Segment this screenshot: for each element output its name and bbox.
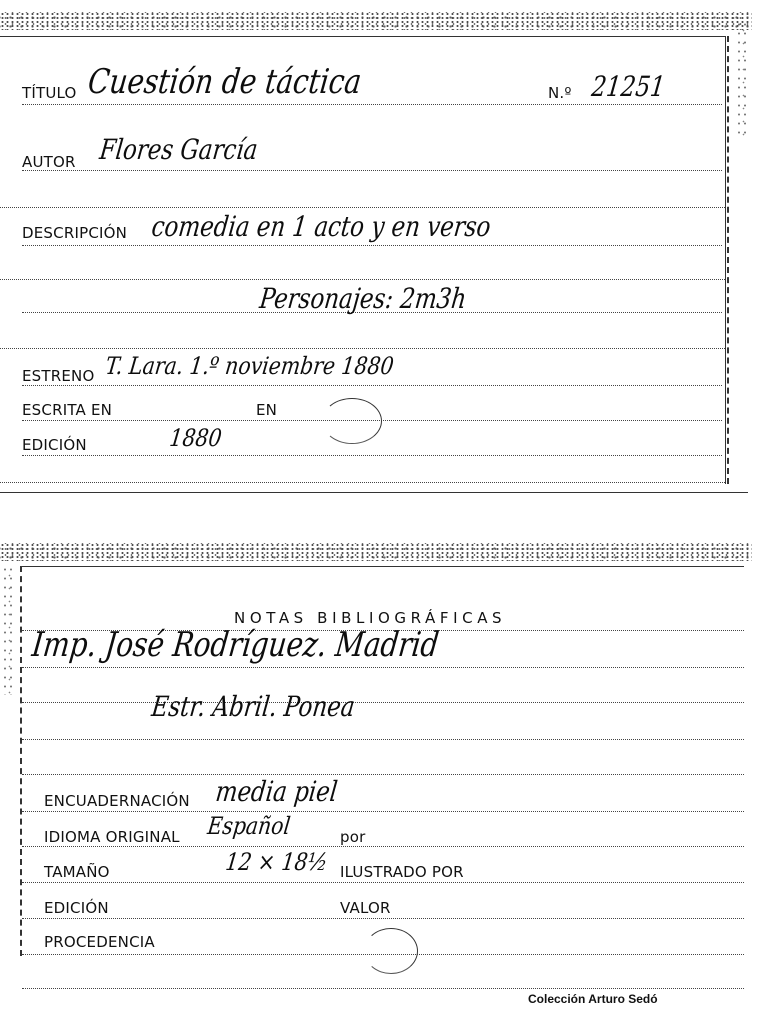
descripcion-label: DESCRIPCIÓN [22, 224, 128, 242]
ruled-line [22, 455, 722, 456]
en-label: EN [256, 401, 278, 419]
collection-credit: Colección Arturo Sedó [528, 992, 658, 1006]
ruled-line [22, 846, 744, 847]
card-edge-texture [736, 20, 748, 140]
ruled-line [22, 988, 744, 989]
ruled-line [22, 104, 722, 105]
ruled-line [22, 667, 744, 668]
card-edge-texture [2, 565, 14, 695]
personajes-value: Personajes: 2m3h [258, 282, 469, 315]
edicion-label: EDICIÓN [22, 436, 87, 454]
ruled-line [22, 774, 744, 775]
por-label: por [340, 828, 366, 846]
autor-label: AUTOR [22, 153, 76, 171]
titulo-value: Cuestión de táctica [86, 62, 364, 102]
ruled-line [22, 170, 722, 171]
ruled-line [22, 918, 744, 919]
card-edge-texture [0, 543, 752, 561]
encuadernacion-label: ENCUADERNACIÓN [44, 792, 190, 810]
ruled-line [22, 739, 744, 740]
ruled-line [0, 207, 725, 208]
ruled-line [22, 702, 744, 703]
ruled-line [0, 279, 725, 280]
edicion-value: 1880 [168, 424, 224, 452]
titulo-label: TÍTULO [22, 84, 77, 102]
procedencia-label: PROCEDENCIA [44, 933, 155, 951]
ruled-line [22, 245, 722, 246]
card-top-border [22, 566, 744, 567]
ruled-line [0, 348, 725, 349]
estreno-value: T. Lara. 1.º noviembre 1880 [104, 352, 396, 380]
ruled-line [0, 482, 725, 483]
ilustrado-label: ILUSTRADO POR [340, 863, 464, 881]
notes-title: NOTAS BIBLIOGRÁFICAS [234, 609, 507, 627]
autor-value: Flores García [98, 133, 260, 166]
numero-value: 21251 [590, 70, 667, 103]
punch-hole [364, 928, 418, 974]
card-right-border [727, 36, 729, 484]
valor-label: VALOR [340, 899, 391, 917]
note-line-1: Imp. José Rodríguez. Madrid [30, 625, 441, 665]
escrita-en-label: ESCRITA EN [22, 401, 113, 419]
card-right-border [725, 36, 726, 484]
descripcion-value: comedia en 1 acto y en verso [150, 210, 493, 243]
card-left-border [20, 566, 22, 956]
edicion-label-2: EDICIÓN [44, 899, 109, 917]
idioma-label: IDIOMA ORIGINAL [44, 828, 180, 846]
card-top-border [0, 36, 725, 37]
tamano-label: TAMAÑO [44, 863, 110, 881]
ruled-line [22, 811, 744, 812]
encuadernacion-value: media piel [214, 775, 340, 808]
ruled-line [22, 385, 722, 386]
punch-hole [322, 398, 382, 444]
idioma-value: Español [206, 812, 292, 840]
ruled-line [22, 882, 744, 883]
note-line-2: Estr. Abril. Ponea [150, 690, 357, 723]
card-bottom-border [0, 492, 748, 493]
card-edge-texture [0, 12, 752, 30]
numero-label: N.º [548, 84, 572, 102]
estreno-label: ESTRENO [22, 367, 95, 385]
tamano-value: 12 × 18½ [224, 848, 330, 876]
